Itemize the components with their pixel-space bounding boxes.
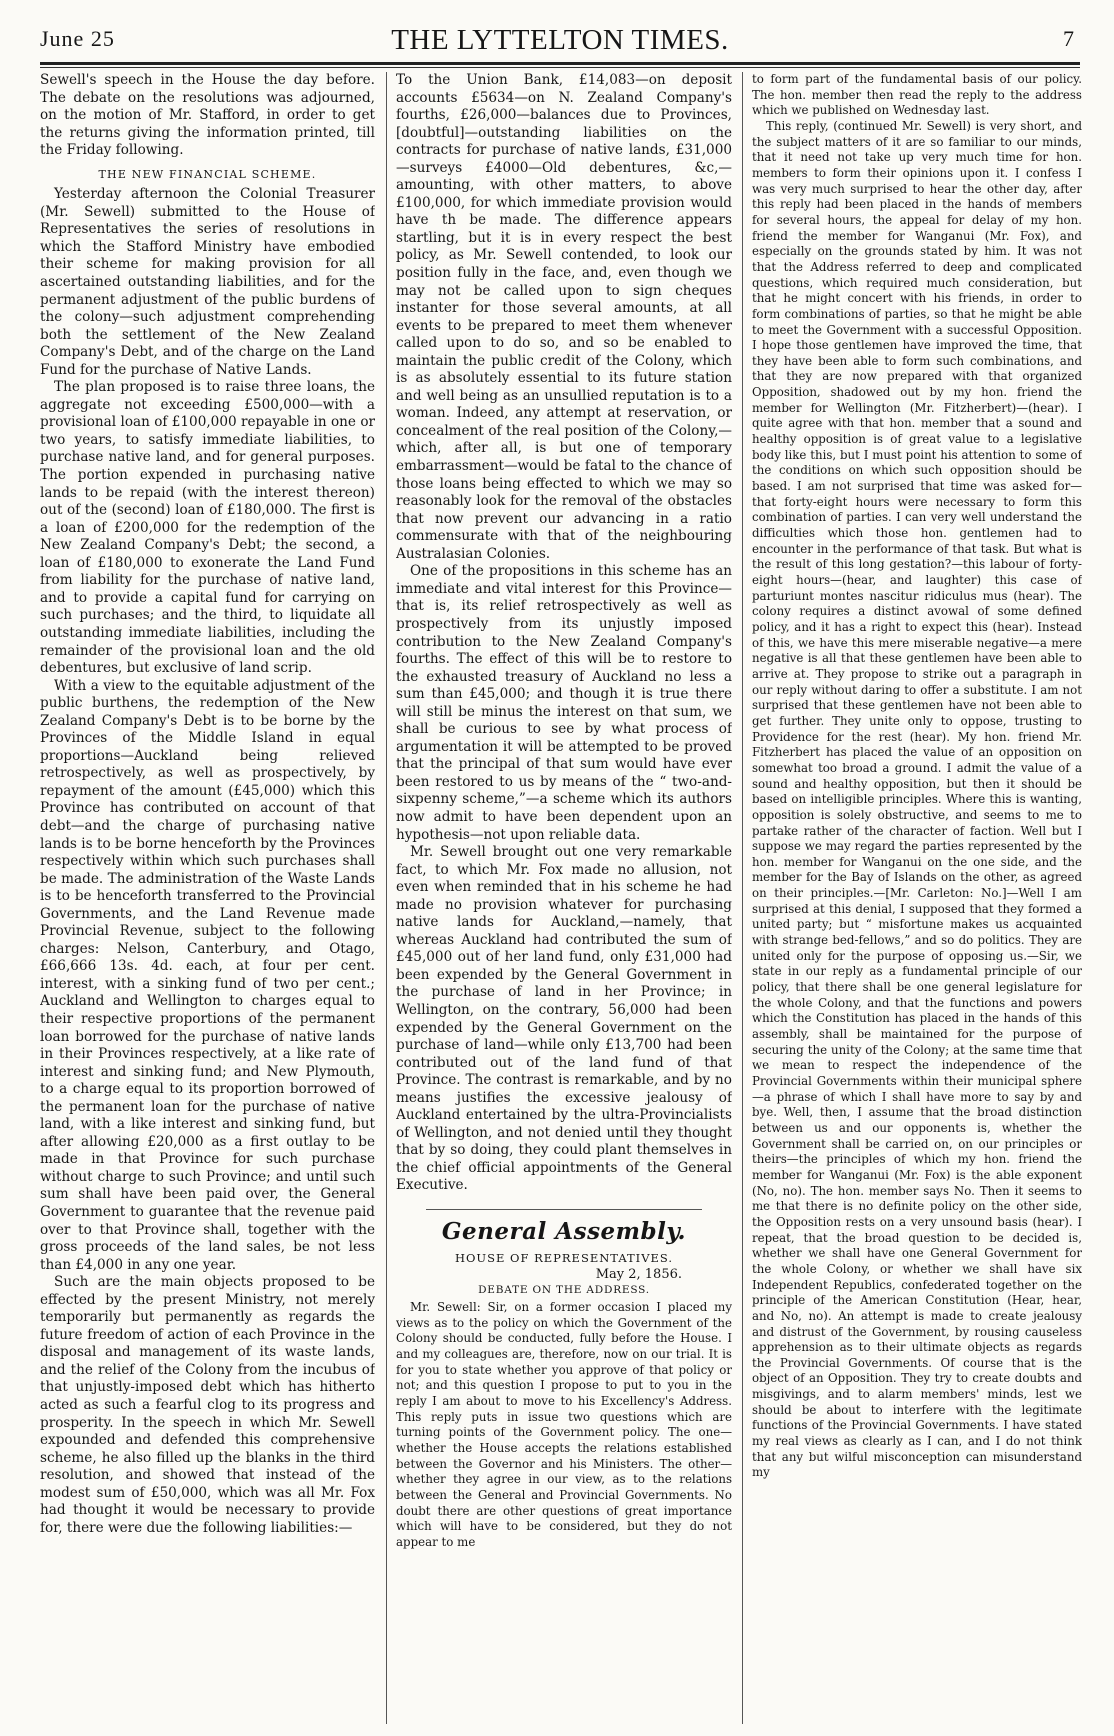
paragraph: This reply, (continued Mr. Sewell) is very short, and the subject matters of it are so familiar to our minds, that it need not take up very much time for hon. members to form their opinions upon it. I confess I was very much surprised to hear the other day, after this reply had been placed in the hands of members for several hours, the appeal for delay of my hon. friend the member for Wanganui (Mr. Fox), and especially on the grounds stated by him. It was not that the Address referred to deep and complicated questions, which required much consideration, but that he might concert with his friends, in order to form combinations of parties, so that he might be able to meet the Government with a successful Opposition. I hope those gentlemen have improved the time, that they have been able to form such combinations, and that they are now prepared with that organized Opposition, shadowed out by my hon. friend the member for Wellington (Mr. Fitzherbert)—(hear). I quite agree with that hon. member that a sound and healthy opposition is of great value to a legislative body like this, but I must point his attention to some of the conditions on which such opposition should be based. I am not surprised that time was asked for—that forty-eight hours were necessary to form this combination of parties. I can very well understand the difficulties which those hon. gentlemen had to encounter in the performance of that task. But what is the result of this long gestation?—this labour of forty-eight hours—(hear, and laughter) this case of parturiunt montes nascitur ridiculus mus (hear). The colony requires a distinct avowal of some defined policy, and it has a right to expect this (hear). Instead of this, we have this mere miserable negative—a mere negative is all that these gentlemen have been able to arrive at. They propose to strike out a paragraph in our reply without daring to offer a substitute. I am not surprised that these gentlemen have not been able to get further. They unite only to oppose, trusting to Providence for the rest (hear). My hon. friend Mr. Fitzherbert has placed the value of an opposition on somewhat too broad a ground. I admit the value of a sound and healthy opposition, but then it should be based on intelligible principles. Where this is wanting, opposition is solely obstructive, and seems to me to partake rather of the character of faction. Well but I suppose we may regard the parties represented by the hon. member for Wanganui on the one side, and the member for the Bay of Islands on the other, as agreed on their principles.—[Mr. Carleton: No.]—Well I am surprised at this denial, I supposed that they formed a united party; but “ misfortune makes us acquainted with strange bed-fellows,” and so do politics. They are united only for the purpose of opposing us.—Sir, we state in our reply as a fundamental principle of our policy, that there shall be one general legislature for the whole Colony, and that the functions and powers which the Constitution has placed in the hands of this assembly, shall be maintained for the purpose of securing the unity of the Colony; at the same time that we mean to respect the independence of the Provincial Governments within their municipal sphere—a phrase of which I shall have more to say by and bye. Well, then, I assume that the broad distinction between us and our opponents is, whether the Government shall be carried on, on our principles or theirs—the principles of which my hon. friend the member for Wanganui (Mr. Fox) is the able exponent (No, no). The hon. member says No. Then it seems to me that there is no definite policy on the other side, the Opposition rests on a very unsound basis (hear). I repeat, that the broad question to be decided is, whether we shall have one General Government for the whole Colony, or whether we shall have six Independent Republics, confederated together on the principle of the American Constitution (Hear, hear, and No, no). An attempt is made to create jealousy and distrust of the Government, by rousing causeless apprehension as to their ultimate objects as regards the Provincial Governments. Of course that is the object of an Opposition. They try to create doubts and misgivings, and to alarm members' minds, lest we should be about to interfere with the legitimate functions of the Provincial Governments. I have stated my real views as clearly as I can, and I do not think that any but wilful misconception can misunderstand my [752, 118, 1082, 1480]
column-3 [752, 72, 1082, 1727]
paragraph: Sewell's speech in the House the day before. The debate on the resolutions was adjourned, on the motion of Mr. Stafford, in order to get the returns giving the information printed, till the Friday following. [40, 72, 375, 159]
masthead [40, 24, 1080, 60]
newspaper-title: THE LYTTELTON TIMES. [391, 24, 729, 56]
masthead-rule-thick [40, 62, 1080, 65]
house-heading: HOUSE OF REPRESENTATIVES. [454, 1251, 674, 1265]
paragraph: Yesterday afternoon the Colonial Treasurer (Mr. Sewell) submitted to the House of Representatives the series of resolutions in which the Stafford Ministry have embodied their scheme for making provision for all ascertained outstanding liabilities, and for the permanent adjustment of the public burdens of the colony—such adjustment comprehending both the settlement of the New Zealand Company's Debt, and of the charge on the Land Fund for the purchase of Native Lands. [40, 186, 375, 378]
paragraph: With a view to the equitable adjustment of the public burthens, the redemption of the New Zealand Company's Debt is to be borne by the Provinces of the Middle Island in equal proportions—Auckland being relieved retrospectively, as well as prospectively, by repayment of the amount (£45,000) which this Province has contributed on account of that debt—and the charge of purchasing native lands is to be borne henceforth by the Provinces respectively within which such purchases shall be made. The administration of the Waste Lands is to be henceforth transferred to the Provincial Governments, and the Land Revenue made Provincial Revenue, subject to the following charges: Nelson, Canterbury, and Otago, £66,666 13s. 4d. each, at four per cent. interest, with a sinking fund of two per cent.; Auckland and Wellington to charges equal to their respective proportions of the permanent loan borrowed for the purchase of native lands in their Provinces respectively, at a like rate of interest and sinking fund; and New Plymouth, to a charge equal to its proportion borrowed of the permanent loan for the purchase of native land, with a like interest and sinking fund, but after allowing £20,000 as a first outlay to be made in that Province for such purchase without charge to such Province; and until such sum shall have been paid over, the General Government to guarantee that the revenue paid over to that Province shall, together with the gross proceeds of the land sales, be not less than £4,000 in any one year. [40, 677, 375, 1273]
paragraph: One of the propositions in this scheme has an immediate and vital interest for this Province—that is, its relief retrospectively as well as prospectively from its unjustly imposed contribution to the New Zealand Company's fourths. The effect of this will be to restore to the exhausted treasury of Auckland no less a sum than £45,000; and though it is true there will still be minus the interest on that sum, we shall be curious to see by what process of argumentation it will be attempted to be proved that the principal of that sum would have ever been restored to us by means of the “ two-and-sixpenny scheme,”—a scheme which its authors now admit to have been dependent upon an hypothesis—not upon reliable data. [396, 563, 732, 843]
column-divider [742, 72, 743, 1724]
paragraph: to form part of the fundamental basis of our policy. The hon. member then read the reply to the address which we published on Wednesday last. [752, 72, 1082, 118]
paragraph: Mr. Sewell brought out one very remarkable fact, to which Mr. Fox made no allusion, not even when reminded that in his scheme he had made no provision whatever for purchasing native lands for Auckland,—namely, that whereas Auckland had contributed the sum of £45,000 out of her land fund, only £31,000 had been expended by the General Government in the purchase of land in her Province; in Wellington, on the contrary, 56,000 had been expended by the General Government on the purchase of land—while only £13,700 had been contributed out of the land fund of that Province. The contrast is remarkable, and by no means justifies the excessive jealousy of Auckland entertained by the ultra-Provincialists of Wellington, and not denied until they thought that by so doing, they could plant themselves in the chief official appointments of the General Executive. [396, 844, 732, 1194]
section-divider [426, 1209, 702, 1210]
section-title: General Assembly. [441, 1218, 687, 1245]
paragraph: The plan proposed is to raise three loans, the aggregate not exceeding £500,000—with a provisional loan of £100,000 repayable in one or two years, to satisfy immediate liabilities, to purchase native land, and for general purposes. The portion expended in purchasing native lands to be repaid (with the interest thereon) out of the (second) loan of £180,000. The first is a loan of £200,000 for the redemption of the New Zealand Company's Debt; the second, a loan of £180,000 to exonerate the Land Fund from liability for the purchase of native land, and to provide a capital fund for carrying on such purchases; and the third, to liquidate all outstanding immediate liabilities, including the remainder of the provisional loan and the old debentures, but exclusive of land scrip. [40, 379, 375, 677]
page-number: 7 [1063, 26, 1074, 51]
masthead-rule-thin [40, 67, 1080, 68]
paragraph: Mr. Sewell: Sir, on a former occasion I placed my views as to the policy on which the Government of the Colony should be conducted, fully before the House. I and my colleagues are, therefore, now on our trial. It is for you to state whether you approve of that policy or not; and this question I propose to put to you in the reply I am about to move to his Excellency's Address. This reply puts in issue two questions which are turning points of the Government policy. The one—whether the House accepts the relations established between the Governor and his Ministers. The other—whether they agree in our view, as to the relations between the General and Provincial Governments. No doubt there are other questions of great importance which will have to be considered, but they do not appear to me [396, 1300, 732, 1549]
column-2 [396, 72, 732, 1727]
report-date: May 2, 1856. [595, 1267, 682, 1282]
column-1 [40, 72, 375, 1727]
paragraph: Such are the main objects proposed to be effected by the present Ministry, not merely temporarily but permanently as regards the future freedom of action of each Province in the disposal and management of its waste lands, and the relief of the Colony from the incubus of that unjustly-imposed debt which has hitherto acted as such a fearful clog to its progress and prosperity. In the speech in which Mr. Sewell expounded and defended this comprehensive scheme, he also filled up the blanks in the third resolution, and showed that instead of the modest sum of £50,000, which was all Mr. Fox had thought it would be necessary to provide for, there were due the following liabilities:— [40, 1274, 375, 1536]
issue-date: June 25 [40, 26, 115, 51]
column-divider [386, 72, 387, 1724]
section-heading: THE NEW FINANCIAL SCHEME. [98, 167, 317, 181]
paragraph: To the Union Bank, £14,083—on deposit accounts £5634—on N. Zealand Company's fourths, £26,000—balances due to Provinces, [doubtful]—outstanding liabilities on the contracts for purchase of native lands, £31,000—surveys £4000—Old debentures, &c,—amounting, with other matters, to above £100,000, for which immediate provision would have th be made. The difference appears startling, but it is in every respect the best policy, as Mr. Sewell contended, to look our position fully in the face, and, even though we may not be called upon to sign cheques instanter for those several amounts, at all events to be prepared to meet them whenever called upon to do so, and so be enabled to maintain the public credit of the Colony, which is as absolutely essential to its future station and well being as an unsullied reputation is to a woman. Indeed, any attempt at reservation, or concealment of the real position of the Colony,—which, after all, is but one of temporary embarrassment—would be fatal to the chance of those loans being effected to which we may so reasonably look for the removal of the obstacles that now prevent our advancing in a ratio commensurate with that of the neighbouring Australasian Colonies. [396, 72, 732, 562]
debate-heading: DEBATE ON THE ADDRESS. [478, 1284, 650, 1296]
